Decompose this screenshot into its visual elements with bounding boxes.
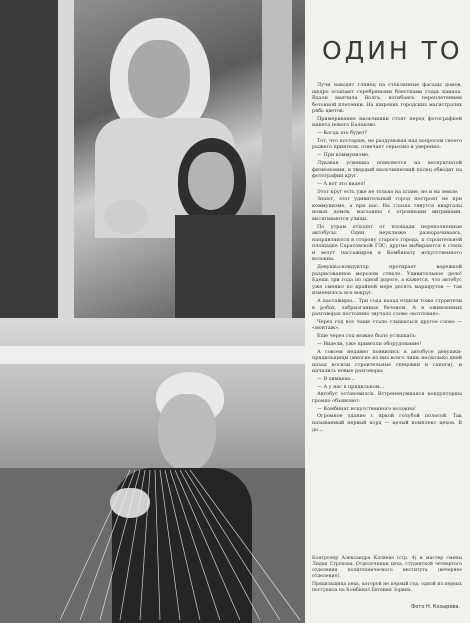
article-body <box>312 82 462 552</box>
article-paragraph: — В химцехе... <box>317 375 355 382</box>
article-paragraph: — Комбинат искусственного волокна! <box>317 405 416 412</box>
weaver-face <box>158 394 216 472</box>
article-paragraph: А совсем недавно появились в автобусе девушки-прядильщицы (многие из них всего лишь несколько дней назад носили строительные спецовки и сапоги), и начались новые разговоры: <box>312 348 462 375</box>
caption-line: Контролер Александра Каляева (стр. 4) и мастер смены Лидия Строкова. Отделочники цеха, студенткой четвертого отделения политехнического института (вечернее отделение). <box>312 556 462 579</box>
woman-face <box>128 40 190 118</box>
second-woman-face <box>188 152 234 210</box>
photo-credit: Фото Н. Козырева. <box>411 604 460 610</box>
hand-on-glass <box>104 200 148 234</box>
photo-women-at-window <box>0 0 305 318</box>
article-paragraph: Лучи наводят глянец на стеклянные фасады домов, щедро осыпают серебряными блестками гладь канала. Вдали маячила Волга, изгибаясь переплетением бетонной плетенки. На широких городских магистралях рябь цветов. <box>312 82 462 115</box>
article-paragraph: Девушка-кондуктор протирает варежкой разрисованное морозом стекло. Удивительное дело! Едешь три года по одной дороге, а кажется, что автобус уже сменил по крайней мере десять маршрутов — так изменилось все вокруг. <box>312 264 462 297</box>
article-paragraph: Еще через год можно было услышать: <box>317 333 417 340</box>
second-woman-coat <box>175 215 275 318</box>
article-paragraph: По утрам отходят от площади переполненные автобусы. Одни, неуклюже разворачиваясь, направляются в сторону старого города, к строительной площадке Саратовской ГЭС; другие выбираются в степь и везут пассажиров к Комбинату искусственного волокна. <box>312 223 462 263</box>
article-paragraph: А пассажиры... Три года назад ездили тоже строители в робах, забрызганных бетоном. А в оживленных разговорах постоянно звучало слово «котлован». <box>312 298 462 318</box>
article-paragraph: Через год все чаще стало слышаться другое слово — «монтаж». <box>312 318 462 332</box>
article-paragraph: — А вот это видел! <box>317 180 366 187</box>
article-paragraph: Знают, этот удивительный город построят не при коммунизме, а при нас. На глазах тянутся кварталы новых домов, магазины с огромными витринами, вытягиваются улицы. <box>312 196 462 222</box>
article-paragraph: — Когда это будет? <box>317 130 368 137</box>
article-paragraph: Тот, что постарше, не раздумывая над вопросом своего рыжего приятеля, отвечает серьезно и уверенно: <box>312 137 462 151</box>
caption-line: Прядильщица цеха, которой не первый год, одной из первых поступила на Комбинат Евгения Зорина. <box>312 582 462 593</box>
article-paragraph: — А у нас в прядильном... <box>317 383 385 390</box>
article-paragraph: Лукавая усмешка появляется на веснушчатой физиономии, и твердый мальчишеский палец обводит на фотографии круг. <box>312 159 462 180</box>
loom-threads <box>60 470 300 620</box>
article-paragraph: Огромное здание с яркой голубой полосой. Так называемый первый корд — целый комплекс цехов. В до... <box>312 413 462 433</box>
article-paragraph: Примеривание мальчишки стоят перед фотографией макета нового Балаково. <box>312 115 462 129</box>
window-frame-left <box>58 0 74 318</box>
article-paragraph: — При коммунизме. <box>317 152 370 159</box>
photo-caption <box>312 556 462 594</box>
article-paragraph: Автобус остановился. Встрепенувшаяся кондукторша громко объявляет: <box>312 391 462 404</box>
article-paragraph: Этот круг есть уже не только на плане, но и на земле. <box>317 188 459 195</box>
dark-doorway <box>0 0 58 318</box>
ceiling-light-strip <box>0 346 305 364</box>
article-paragraph: — Видели, уже привезли оборудование! <box>317 340 422 347</box>
article-title: ОДИН ТО <box>322 36 463 65</box>
